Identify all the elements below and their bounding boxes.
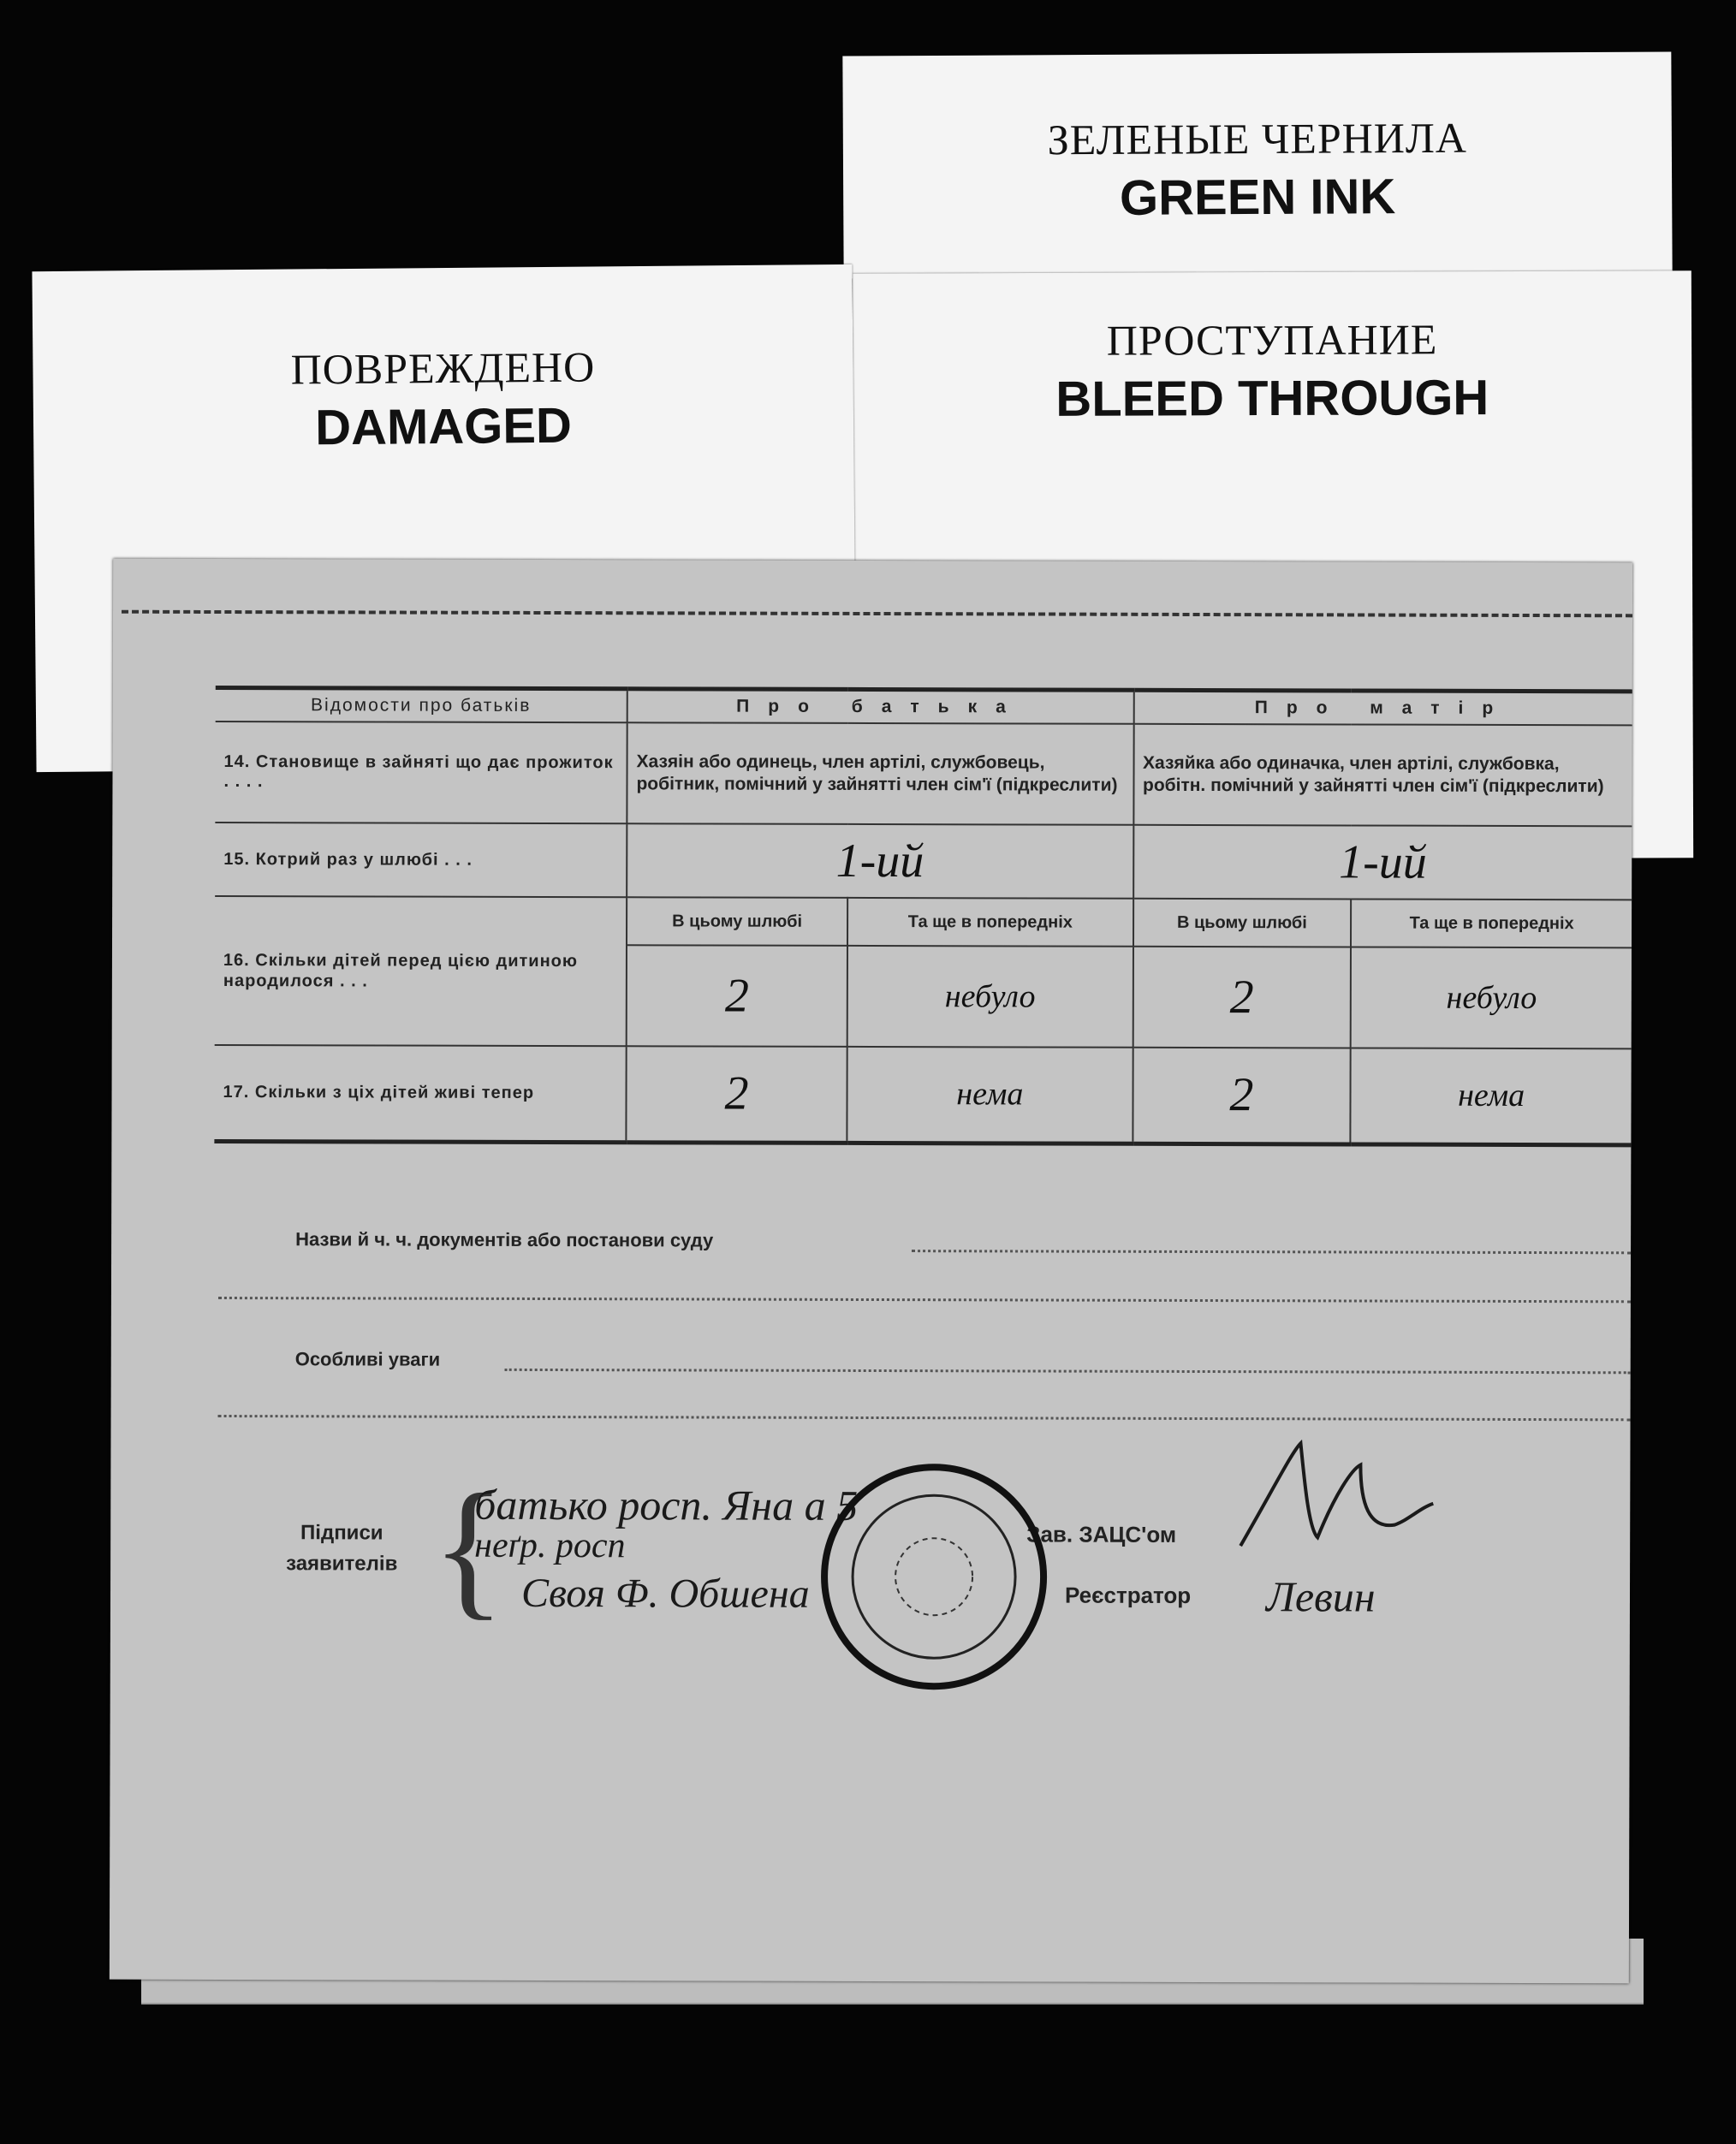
documents-dotted-line-2 xyxy=(218,1297,1631,1303)
row17-mother-this: 2 xyxy=(1133,1048,1351,1144)
row16-father-this: 2 xyxy=(627,945,847,1047)
head-signature-scribble xyxy=(1223,1434,1446,1564)
damaged-en: DAMAGED xyxy=(314,397,573,456)
round-seal-stamp xyxy=(817,1459,1053,1696)
bleed-through-ru: ПРОСТУПАНИЕ xyxy=(1106,315,1438,365)
table-subheader-row xyxy=(215,896,1632,947)
table-row-14 xyxy=(215,722,1632,826)
row16-mother-this: 2 xyxy=(1133,947,1351,1048)
header-mother: Про матір xyxy=(1133,690,1632,725)
signature-line-2: неґр. росп xyxy=(474,1525,626,1566)
row14-mother-options: Хазяйка або одиначка, член артілі, службовка, робітн. помічний у зайнятті член сім'ї (підкреслити) xyxy=(1133,724,1632,827)
sub-mother-this: В цьому шлюбі xyxy=(1133,899,1352,947)
notes-dotted-line xyxy=(505,1369,1631,1374)
row16-mother-prev: небуло xyxy=(1351,947,1632,1048)
documents-dotted-line xyxy=(912,1250,1631,1254)
table-row-17 xyxy=(214,1045,1631,1144)
signatures-label-line2: заявителів xyxy=(286,1552,398,1576)
row17-father-prev: нема xyxy=(847,1047,1133,1143)
row17-label: 17. Скільки з ціх дітей живі тепер xyxy=(214,1045,626,1142)
bleed-through-en: BLEED THROUGH xyxy=(1055,370,1489,427)
row16-father-prev: небуло xyxy=(847,946,1133,1048)
registrar-label: Реєстратор xyxy=(1064,1582,1192,1608)
row17-mother-prev: нема xyxy=(1351,1048,1632,1144)
signature-line-3: Своя Ф. Обшена xyxy=(520,1570,810,1617)
notes-label: Особливі уваги xyxy=(294,1348,441,1370)
row15-father-value: 1-ий xyxy=(627,823,1133,899)
row15-label: 15. Котрий раз у шлюбі . . . xyxy=(215,823,627,897)
row15-mother-value: 1-ий xyxy=(1133,825,1632,900)
row14-father-options: Хазяін або одинець, член артілі, службовець, робітник, помічний у зайнятті член сім'ї (підкреслити) xyxy=(627,722,1133,825)
header-info: Відомости про батьків xyxy=(216,687,627,722)
row16-label-text: 16. Скільки дітей перед цією дитиною народилося . . . xyxy=(223,951,579,991)
signature-line-1: батько росп. Яна а 5 xyxy=(474,1480,859,1529)
sub-mother-prev: Та ще в попередніх xyxy=(1351,899,1632,947)
parents-info-table xyxy=(214,686,1632,1147)
signatures-brace: { xyxy=(431,1462,506,1633)
table-row-15 xyxy=(215,823,1632,900)
sub-father-prev: Та ще в попередніх xyxy=(847,898,1133,947)
header-father: Про батька xyxy=(627,689,1134,724)
registrar-signature: Левин xyxy=(1265,1572,1376,1621)
signatures-label xyxy=(286,1517,397,1579)
row17-father-this: 2 xyxy=(626,1046,847,1143)
row14-label: 14. Становище в зайняті що дає прожиток . . . . xyxy=(215,722,627,823)
green-ink-ru: ЗЕЛЕНЫЕ ЧЕРНИЛА xyxy=(1047,113,1468,164)
documents-label: Назви й ч. ч. документів або постанови суду xyxy=(295,1228,714,1251)
notes-dotted-line-2 xyxy=(218,1415,1631,1421)
label-card-green-ink xyxy=(842,51,1672,278)
signatures-label-line1: Підписи xyxy=(300,1521,383,1545)
table-header-row xyxy=(216,687,1632,725)
head-zags-label: Зав. ЗАЦС'ом xyxy=(1026,1521,1177,1547)
sub-father-this: В цьому шлюбі xyxy=(627,897,847,946)
perforation-line xyxy=(122,610,1632,618)
registry-form-page xyxy=(110,559,1632,1984)
row16-label xyxy=(215,896,627,1046)
damaged-ru: ПОВРЕЖДЕНО xyxy=(290,342,596,394)
green-ink-en: GREEN INK xyxy=(1119,169,1396,226)
